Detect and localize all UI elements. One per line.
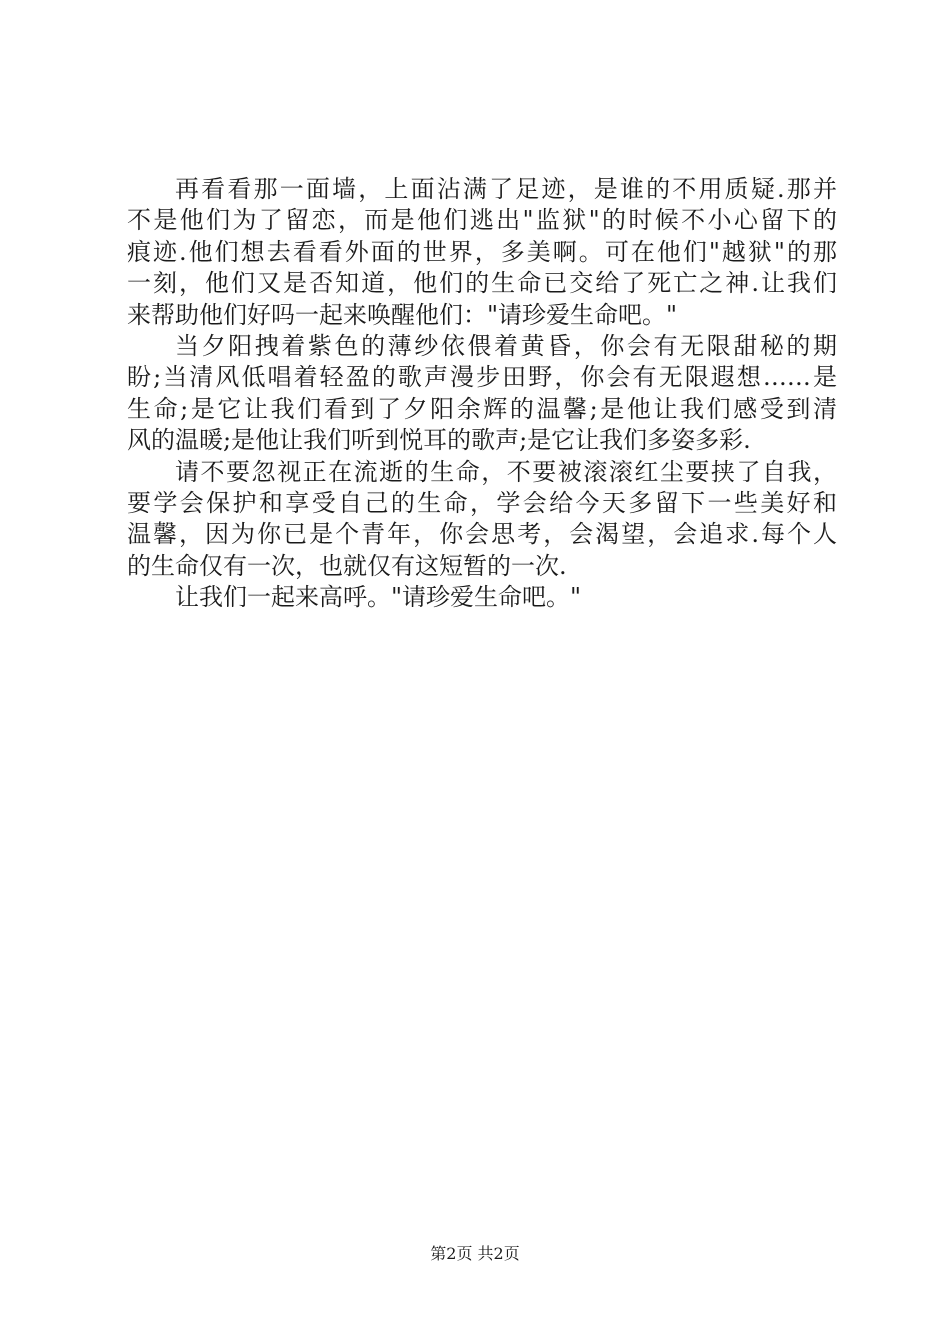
paragraph-1-line-5: 来帮助他们好吗一起来唤醒他们："请珍爱生命吧。" [127,300,678,329]
paragraph-2-line-2: 盼;当清风低唱着轻盈的歌声漫步田野，你会有无限遐想……是 [127,363,837,392]
paragraph-3-line-3: 温馨，因为你已是个青年，你会思考，会渴望，会追求.每个人 [127,520,837,549]
paragraph-3-line-2: 要学会保护和享受自己的生命，学会给今天多留下一些美好和 [127,489,837,518]
paragraph-1-line-1: 再看看那一面墙，上面沾满了足迹，是谁的不用质疑.那并 [175,175,837,203]
paragraph-2-line-4: 风的温暖;是他让我们听到悦耳的歌声;是它让我们多姿多彩. [127,426,751,455]
paragraph-3-line-1: 请不要忽视正在流逝的生命，不要被滚滚红尘要挟了自我， [175,457,837,486]
paragraph-1-line-2: 不是他们为了留恋，而是他们逃出"监狱"的时候不小心留下的 [127,206,837,235]
paragraph-3-line-4: 的生命仅有一次，也就仅有这短暂的一次. [127,551,567,580]
page-number-footer: 第2页 共2页 [430,1244,520,1263]
paragraph-1-line-4: 一刻，他们又是否知道，他们的生命已交给了死亡之神.让我们 [127,269,837,298]
paragraph-1-line-3: 痕迹.他们想去看看外面的世界，多美啊。可在他们"越狱"的那 [127,237,837,266]
paragraph-2-line-1: 当夕阳拽着紫色的薄纱依偎着黄昏，你会有无限甜秘的期 [175,332,837,361]
paragraph-4-line-1: 让我们一起来高呼。"请珍爱生命吧。" [175,583,582,612]
body-text [127,174,837,614]
paragraph-2-line-3: 生命;是它让我们看到了夕阳余辉的温馨;是他让我们感受到清 [127,394,837,423]
